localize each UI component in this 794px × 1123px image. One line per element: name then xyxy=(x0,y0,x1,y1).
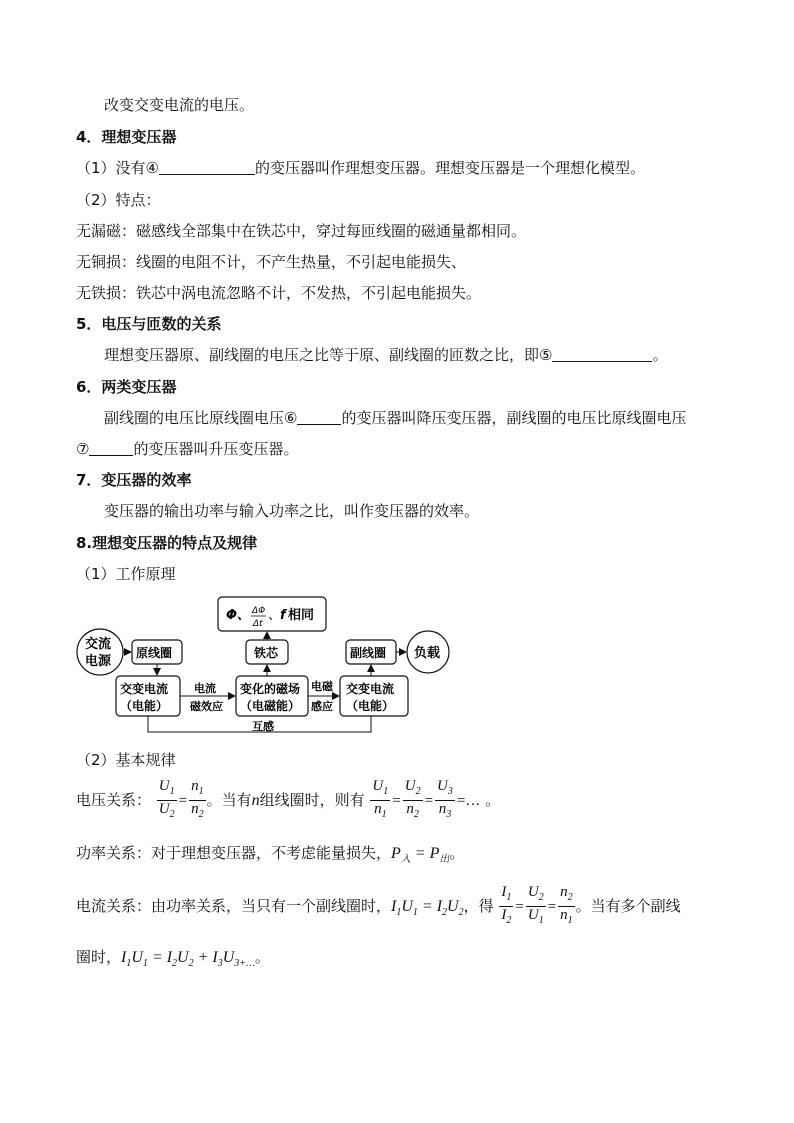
heading-features-laws: 8.理想变压器的特点及规律 xyxy=(76,534,258,552)
heading-efficiency: 7．变压器的效率 xyxy=(76,471,192,489)
top-box-label: 相同 xyxy=(288,608,315,623)
svg-text:ΔΦ: ΔΦ xyxy=(252,606,266,616)
basic-laws-label: （2）基本规律 xyxy=(76,751,176,769)
svg-text:副线圈: 副线圈 xyxy=(350,646,387,660)
voltage-turns-text: 理想变压器原、副线圈的电压之比等于原、副线圈的匝数之比，即⑤ 。 xyxy=(104,346,668,364)
power-equation: $P_入 = P_出$ xyxy=(391,845,450,866)
svg-text:交流: 交流 xyxy=(85,637,112,652)
blank-5 xyxy=(552,346,652,362)
current-relation-multi: 圈时，$I_1U_1 = I_2U_2 + I_3U_{3+\dots}$。 xyxy=(76,948,270,970)
blank-6 xyxy=(297,409,341,425)
heading-voltage-turns: 5．电压与匝数的关系 xyxy=(76,315,222,333)
svg-text:Δt: Δt xyxy=(253,619,263,629)
heading-ideal-transformer: 4．理想变压器 xyxy=(76,128,177,146)
svg-text:（电能）: （电能） xyxy=(346,699,395,713)
svg-text:电磁: 电磁 xyxy=(311,680,333,693)
svg-text:负载: 负载 xyxy=(414,646,441,661)
svg-text:原线圈: 原线圈 xyxy=(136,646,173,660)
heading-two-types: 6．两类变压器 xyxy=(76,378,177,396)
svg-text:电流: 电流 xyxy=(194,682,216,695)
svg-text:、: 、 xyxy=(268,608,282,623)
svg-text:f: f xyxy=(280,608,286,623)
delta-phi-over-delta-t xyxy=(251,606,266,629)
frac-n1-n2: $\frac{n_1}{n_2}$ xyxy=(191,778,204,820)
two-types-text-2: ⑦ 的变压器叫升压变压器。 xyxy=(76,440,299,458)
svg-text:（电能）: （电能） xyxy=(120,699,169,713)
svg-text:交变电流: 交变电流 xyxy=(346,682,395,696)
svg-text:铁芯: 铁芯 xyxy=(254,646,279,660)
feature-no-leakage: 无漏磁：磁感线全部集中在铁芯中，穿过每匝线圈的磁通量都相同。 xyxy=(76,222,527,240)
svg-text:互感: 互感 xyxy=(252,720,274,733)
transformer-principle-diagram xyxy=(66,590,466,750)
ideal-transformer-definition: （1）没有④ 的变压器叫作理想变压器。理想变压器是一个理想化模型。 xyxy=(76,159,646,177)
working-principle-label: （1）工作原理 xyxy=(76,565,176,583)
feature-no-iron-loss: 无铁损：铁芯中涡电流忽略不计，不发热，不引起电能损失。 xyxy=(76,284,482,302)
svg-text:（电磁能）: （电磁能） xyxy=(240,699,301,713)
frac-u1-u2: $\frac{U_1}{U_2}$ xyxy=(158,778,175,820)
features-label: （2）特点： xyxy=(76,191,161,209)
svg-text:变化的磁场: 变化的磁场 xyxy=(240,682,301,696)
svg-text:感应: 感应 xyxy=(311,700,333,713)
two-types-text-1: 副线圈的电压比原线圈电压⑥ 的变压器叫降压变压器，副线圈的电压比原线圈电压 xyxy=(104,409,687,427)
svg-text:电源: 电源 xyxy=(85,654,112,669)
voltage-relation: 电压关系： $\frac{U_1}{U_2}$ = $\frac{n_1}{n_2}$ 。当有n组线圈时，则有 $\frac{U_1}{n_1}$ = $\frac{U_2}{n_2}$ = $\frac{U_3}{n_3}$ =… 。 xyxy=(76,778,500,823)
efficiency-text: 变压器的输出功率与输入功率之比，叫作变压器的效率。 xyxy=(104,502,480,520)
feature-no-copper-loss: 无铜损：线圈的电阻不计，不产生热量，不引起电能损失、 xyxy=(76,253,467,271)
current-relation: 电流关系：由功率关系，当只有一个副线圈时，$I_1U_1 = I_2U_2$，得 $\frac{I_1}{I_2}$ = $\frac{U_2}{U_1}$ = $\frac{n_2}{n_1}$ 。当有多个副线 xyxy=(76,884,681,926)
blank-7 xyxy=(89,440,133,456)
power-relation: 功率关系：对于理想变压器，不考虑能量损失，$P_入 = P_出$。 xyxy=(76,844,465,866)
blank-4 xyxy=(159,159,255,175)
svg-text:Φ、: Φ、 xyxy=(226,608,251,623)
svg-text:磁效应: 磁效应 xyxy=(190,700,223,713)
svg-text:交变电流: 交变电流 xyxy=(120,682,169,696)
line-change-voltage: 改变交变电流的电压。 xyxy=(104,96,255,114)
